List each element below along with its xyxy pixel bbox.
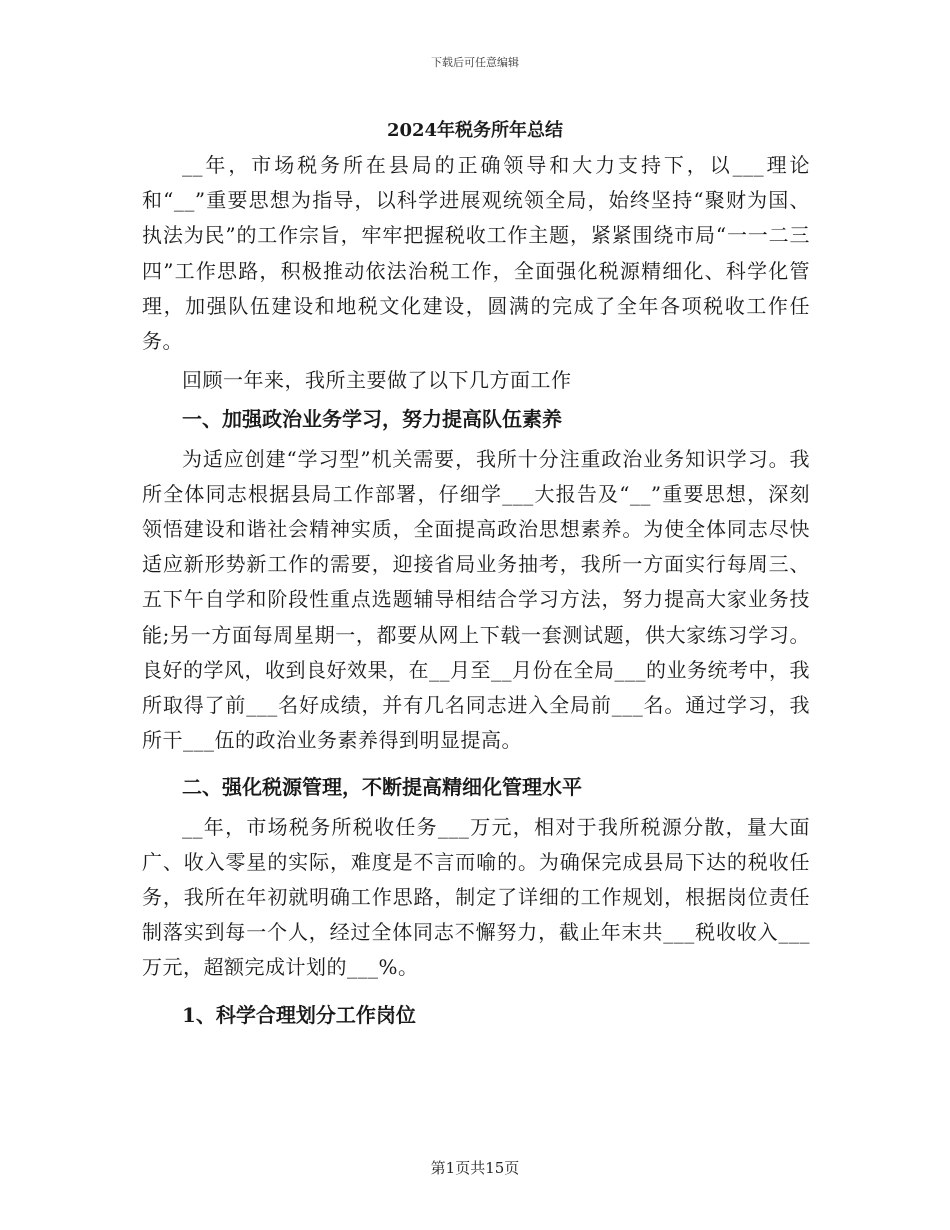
document-title: 2024年税务所年总结 [386,120,564,141]
paragraph-study: 为适应创建“学习型”机关需要，我所十分注重政治业务知识学习。我所全体同志根据县局工作部署，仔细学___大报告及“__”重要思想，深刻领悟建设和谐社会精神实质，全面提高政治思想素养。为使全体同志尽快适应新形势新工作的需要，迎接省局业务抽考，我所一方面实行每周三、五下午自学和阶段性重点选题辅导相结合学习方法，努力提高大家业务技能;另一方面每周星期一，都要从网上下载一套测试题，供大家练习学习。良好的学风，收到良好效果，在__月至__月份在全局___的业务统考中，我所取得了前___名好成绩，并有几名同志进入全局前___名。通过学习，我所干___伍的政治业务素养得到明显提高。 [142,446,810,753]
paragraph-intro: __年，市场税务所在县局的正确领导和大力支持下，以___理论和“__”重要思想为指导，以科学进展观统领全局，始终坚持“聚财为国、执法为民”的工作宗旨，牢牢把握税收工作主题，紧紧围绕市局“一一二三四”工作思路，积极推动依法治税工作，全面强化税源精细化、科学化管理，加强队伍建设和地税文化建设，圆满的完成了全年各项税收工作任务。 [142,153,810,354]
section-heading-1: 一、加强政治业务学习，努力提高队伍素养 [182,407,562,432]
header-note: 下载后可任意编辑 [431,56,519,69]
document-body [142,148,810,1033]
paragraph-review: 回顾一年来，我所主要做了以下几方面工作 [182,368,572,393]
page-footer: 第1页共15页 [430,1159,520,1177]
section-heading-2: 二、强化税源管理，不断提高精细化管理水平 [182,775,582,800]
subsection-heading-1: 1、科学合理划分工作岗位 [182,1002,416,1027]
paragraph-tax-management: __年，市场税务所税收任务___万元，相对于我所税源分散，量大面广、收入零星的实际，难度是不言而喻的。为确保完成县局下达的税收任务，我所在年初就明确工作思路，制定了详细的工作规划，根据岗位责任制落实到每一个人，经过全体同志不懈努力，截止年末共___税收收入___万元，超额完成计划的___%。 [142,814,810,980]
